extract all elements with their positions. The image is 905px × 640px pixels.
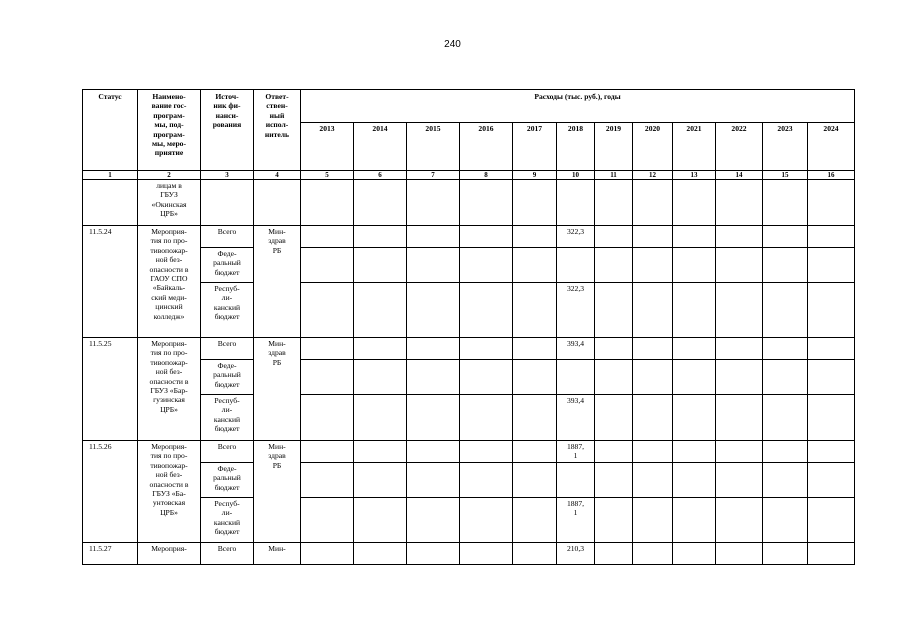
column-number-9: 9 — [513, 171, 557, 180]
value-cell-2016 — [460, 226, 513, 248]
column-number-12: 12 — [633, 171, 673, 180]
value-cell-2024 — [808, 441, 855, 463]
column-number-1: 1 — [83, 171, 138, 180]
value-cell-2013 — [301, 248, 354, 283]
value-cell-2013 — [301, 226, 354, 248]
value-cell-2016 — [460, 441, 513, 463]
header-year-2018: 2018 — [557, 123, 595, 171]
source-cell: Всего — [201, 226, 254, 248]
value-cell-2015 — [407, 463, 460, 498]
value-cell — [716, 180, 763, 226]
responsible-cell: Мин- здрав РБ — [254, 338, 301, 441]
value-cell-2013 — [301, 360, 354, 395]
value-cell-2013 — [301, 463, 354, 498]
source-cell: Феде- ральный бюджет — [201, 248, 254, 283]
value-cell-2020 — [633, 360, 673, 395]
value-cell-2022 — [716, 543, 763, 565]
value-cell — [301, 180, 354, 226]
status-cell — [83, 180, 138, 226]
header-status: Статус — [83, 90, 138, 171]
value-cell-2022 — [716, 283, 763, 338]
source-cell — [201, 180, 254, 226]
value-cell-2023 — [763, 463, 808, 498]
value-cell-2022 — [716, 395, 763, 441]
value-cell-2015 — [407, 283, 460, 338]
value-cell-2020 — [633, 283, 673, 338]
value-cell-2024 — [808, 226, 855, 248]
value-cell-2016 — [460, 395, 513, 441]
value-cell-2013 — [301, 543, 354, 565]
value-cell-2021 — [673, 441, 716, 463]
value-cell-2014 — [354, 248, 407, 283]
value-cell-2013 — [301, 283, 354, 338]
table-row — [83, 338, 855, 360]
value-cell — [673, 180, 716, 226]
value-cell-2020 — [633, 248, 673, 283]
column-number-13: 13 — [673, 171, 716, 180]
column-number-8: 8 — [460, 171, 513, 180]
value-cell-2018: 393,4 — [557, 338, 595, 360]
value-cell-2022 — [716, 463, 763, 498]
source-cell: Всего — [201, 338, 254, 360]
responsible-cell: Мин- здрав РБ — [254, 441, 301, 543]
value-cell-2016 — [460, 338, 513, 360]
column-number-2: 2 — [138, 171, 201, 180]
value-cell-2017 — [513, 226, 557, 248]
value-cell-2013 — [301, 338, 354, 360]
value-cell-2015 — [407, 441, 460, 463]
value-cell-2023 — [763, 360, 808, 395]
value-cell-2024 — [808, 543, 855, 565]
expenditure-table — [82, 89, 855, 565]
value-cell-2014 — [354, 360, 407, 395]
value-cell-2023 — [763, 441, 808, 463]
value-cell-2018: 1887, 1 — [557, 441, 595, 463]
value-cell-2020 — [633, 498, 673, 543]
value-cell-2020 — [633, 395, 673, 441]
value-cell-2023 — [763, 498, 808, 543]
value-cell-2024 — [808, 338, 855, 360]
value-cell-2013 — [301, 395, 354, 441]
value-cell-2014 — [354, 283, 407, 338]
header-year-2023: 2023 — [763, 123, 808, 171]
source-cell: Всего — [201, 441, 254, 463]
value-cell-2021 — [673, 360, 716, 395]
responsible-cell — [254, 180, 301, 226]
value-cell-2015 — [407, 395, 460, 441]
value-cell — [460, 180, 513, 226]
header-year-2024: 2024 — [808, 123, 855, 171]
header-source: Источ- ник фи- нанси- рования — [201, 90, 254, 171]
value-cell-2019 — [595, 463, 633, 498]
header-responsible: Ответ- ствен- ный испол- нитель — [254, 90, 301, 171]
value-cell-2019 — [595, 248, 633, 283]
value-cell-2014 — [354, 338, 407, 360]
value-cell — [808, 180, 855, 226]
value-cell-2021 — [673, 248, 716, 283]
header-year-2020: 2020 — [633, 123, 673, 171]
value-cell-2015 — [407, 248, 460, 283]
value-cell-2019 — [595, 543, 633, 565]
value-cell-2017 — [513, 395, 557, 441]
value-cell-2024 — [808, 498, 855, 543]
value-cell-2019 — [595, 338, 633, 360]
value-cell-2023 — [763, 338, 808, 360]
value-cell-2023 — [763, 248, 808, 283]
table-row — [83, 226, 855, 248]
responsible-cell: Мин- — [254, 543, 301, 565]
value-cell-2024 — [808, 283, 855, 338]
value-cell-2021 — [673, 283, 716, 338]
value-cell — [763, 180, 808, 226]
value-cell-2023 — [763, 543, 808, 565]
value-cell-2021 — [673, 395, 716, 441]
status-cell: 11.5.24 — [83, 226, 138, 338]
value-cell-2022 — [716, 360, 763, 395]
value-cell-2022 — [716, 226, 763, 248]
value-cell-2013 — [301, 441, 354, 463]
value-cell-2017 — [513, 543, 557, 565]
status-cell: 11.5.25 — [83, 338, 138, 441]
value-cell-2021 — [673, 338, 716, 360]
value-cell-2021 — [673, 226, 716, 248]
column-number-3: 3 — [201, 171, 254, 180]
value-cell-2015 — [407, 543, 460, 565]
value-cell-2018 — [557, 248, 595, 283]
name-cell: Мероприя- — [138, 543, 201, 565]
value-cell-2022 — [716, 248, 763, 283]
value-cell-2016 — [460, 498, 513, 543]
value-cell-2014 — [354, 441, 407, 463]
value-cell-2014 — [354, 498, 407, 543]
value-cell-2021 — [673, 543, 716, 565]
header-year-2021: 2021 — [673, 123, 716, 171]
value-cell-2017 — [513, 498, 557, 543]
source-cell: Респуб- ли- канский бюджет — [201, 283, 254, 338]
value-cell-2019 — [595, 498, 633, 543]
value-cell-2016 — [460, 463, 513, 498]
value-cell-2014 — [354, 395, 407, 441]
value-cell-2016 — [460, 283, 513, 338]
header-year-2015: 2015 — [407, 123, 460, 171]
value-cell — [513, 180, 557, 226]
value-cell — [407, 180, 460, 226]
column-number-7: 7 — [407, 171, 460, 180]
value-cell-2024 — [808, 463, 855, 498]
responsible-cell: Мин- здрав РБ — [254, 226, 301, 338]
column-number-15: 15 — [763, 171, 808, 180]
value-cell-2013 — [301, 498, 354, 543]
value-cell-2018: 210,3 — [557, 543, 595, 565]
value-cell-2019 — [595, 226, 633, 248]
value-cell-2015 — [407, 226, 460, 248]
value-cell-2024 — [808, 395, 855, 441]
value-cell-2020 — [633, 463, 673, 498]
value-cell-2019 — [595, 283, 633, 338]
value-cell-2015 — [407, 338, 460, 360]
value-cell-2018: 322,3 — [557, 283, 595, 338]
column-number-4: 4 — [254, 171, 301, 180]
value-cell-2015 — [407, 498, 460, 543]
source-cell: Респуб- ли- канский бюджет — [201, 498, 254, 543]
status-cell: 11.5.27 — [83, 543, 138, 565]
value-cell-2022 — [716, 338, 763, 360]
value-cell-2017 — [513, 248, 557, 283]
header-expenses: Расходы (тыс. руб.), годы — [301, 90, 855, 123]
value-cell-2017 — [513, 283, 557, 338]
value-cell-2018: 393,4 — [557, 395, 595, 441]
source-cell: Респуб- ли- канский бюджет — [201, 395, 254, 441]
header-name: Наимено- вание гос- програм- мы, под- програм- мы, меро- приятие — [138, 90, 201, 171]
source-cell: Феде- ральный бюджет — [201, 463, 254, 498]
value-cell-2023 — [763, 395, 808, 441]
value-cell-2017 — [513, 441, 557, 463]
header-year-2014: 2014 — [354, 123, 407, 171]
value-cell — [557, 180, 595, 226]
status-cell: 11.5.26 — [83, 441, 138, 543]
name-cell: Мероприя- тия по про- тивопожар- ной без- опасности в ГАОУ СПО «Байкаль- ский меди- цинский колледж» — [138, 226, 201, 338]
value-cell-2014 — [354, 463, 407, 498]
column-number-14: 14 — [716, 171, 763, 180]
source-cell: Всего — [201, 543, 254, 565]
value-cell — [633, 180, 673, 226]
value-cell-2015 — [407, 360, 460, 395]
value-cell — [595, 180, 633, 226]
value-cell-2018: 1887, 1 — [557, 498, 595, 543]
name-cell: Мероприя- тия по про- тивопожар- ной без- опасности в ГБУЗ «Бар- гузинская ЦРБ» — [138, 338, 201, 441]
header-year-2016: 2016 — [460, 123, 513, 171]
value-cell-2016 — [460, 360, 513, 395]
value-cell-2023 — [763, 226, 808, 248]
column-number-11: 11 — [595, 171, 633, 180]
value-cell-2024 — [808, 360, 855, 395]
value-cell-2014 — [354, 543, 407, 565]
value-cell-2014 — [354, 226, 407, 248]
table-row — [83, 543, 855, 565]
header-year-2013: 2013 — [301, 123, 354, 171]
page-number: 240 — [444, 39, 461, 50]
value-cell-2019 — [595, 360, 633, 395]
value-cell-2021 — [673, 498, 716, 543]
value-cell-2018 — [557, 463, 595, 498]
value-cell-2017 — [513, 360, 557, 395]
value-cell-2021 — [673, 463, 716, 498]
column-number-16: 16 — [808, 171, 855, 180]
table-row — [83, 441, 855, 463]
value-cell-2019 — [595, 395, 633, 441]
value-cell — [354, 180, 407, 226]
column-number-6: 6 — [354, 171, 407, 180]
value-cell-2020 — [633, 441, 673, 463]
value-cell-2022 — [716, 441, 763, 463]
value-cell-2017 — [513, 338, 557, 360]
value-cell-2022 — [716, 498, 763, 543]
value-cell-2018: 322,3 — [557, 226, 595, 248]
name-cell: лицам в ГБУЗ «Окинская ЦРБ» — [138, 180, 201, 226]
source-cell: Феде- ральный бюджет — [201, 360, 254, 395]
header-year-2017: 2017 — [513, 123, 557, 171]
value-cell-2024 — [808, 248, 855, 283]
header-year-2022: 2022 — [716, 123, 763, 171]
value-cell-2016 — [460, 543, 513, 565]
value-cell-2019 — [595, 441, 633, 463]
value-cell-2020 — [633, 226, 673, 248]
value-cell-2023 — [763, 283, 808, 338]
value-cell-2018 — [557, 360, 595, 395]
value-cell-2020 — [633, 543, 673, 565]
name-cell: Мероприя- тия по про- тивопожар- ной без- опасности в ГБУЗ «Ба- унтовская ЦРБ» — [138, 441, 201, 543]
value-cell-2020 — [633, 338, 673, 360]
header-year-2019: 2019 — [595, 123, 633, 171]
value-cell-2016 — [460, 248, 513, 283]
value-cell-2017 — [513, 463, 557, 498]
column-number-10: 10 — [557, 171, 595, 180]
table-row-continuation — [83, 180, 855, 226]
column-number-5: 5 — [301, 171, 354, 180]
